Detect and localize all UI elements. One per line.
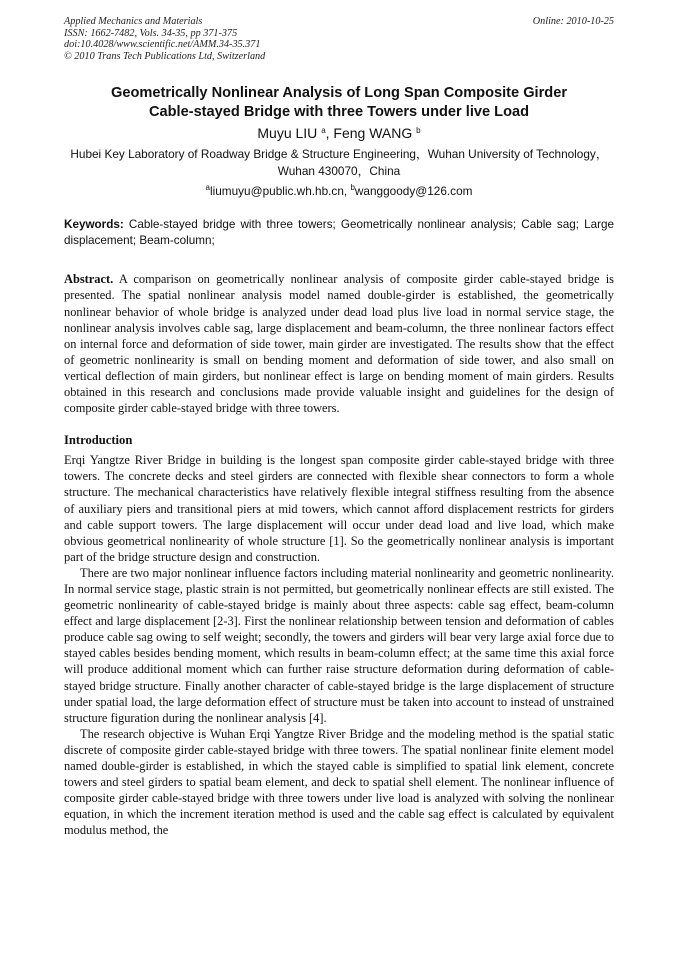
affiliation: Hubei Key Laboratory of Roadway Bridge & Structure Engineering，Wuhan University of Technology，Wuhan 430070，China bbox=[70, 147, 608, 178]
title-line-1: Geometrically Nonlinear Analysis of Long Span Composite Girder bbox=[110, 85, 567, 102]
intro-paragraph-1: Erqi Yangtze River Bridge in building is the longest span composite girder cable-stayed bridge with three towers. The concrete decks and steel girders are connected with flexible shear connectors to form a whole structure. The mechanical characteristics have relatively flexible integral stiffness resulting from the absence of auxiliary piers and transitional piers at mid towers, which cannot afford displacement restricts for girders and cable support towers. The large displacement will occur under dead load and live load, which make obvious geometrical nonlinearity of whole structure [1]. So the geometrically nonlinear analysis is important part of the bridge structure design and construction. bbox=[64, 453, 614, 564]
online-date: Online: 2010-10-25 bbox=[532, 16, 614, 27]
email-a-mark: a bbox=[205, 183, 210, 193]
issn-line: ISSN: 1662-7482, Vols. 34-35, pp 371-375 bbox=[64, 27, 238, 39]
author-2-affil-mark: b bbox=[416, 126, 421, 136]
abstract-text: A comparison on geometrically nonlinear analysis of composite girder cable-stayed bridge is presented. The spatial nonlinear analysis model named double-girder is established, the geometrically nonlinear behavior of whole bridge is analyzed under dead load plus live load in normal service stage, the nonlinear analysis involves cable sag, large displacement and beam-column, the three nonlinear factors effect on internal force and deformation of side tower, main girder are investigated. The results show that the effect of geometric nonlinearity is small on bending moment and deformation of side tower, and also small on vertical deflection of main girders, but nonlinear effect is large on bending moment of main girders. Results obtained in this research and conclusions made provide valuable insight and guidelines for the design of composite girder cable-stayed bridge with three towers. bbox=[64, 272, 614, 416]
email-a[interactable]: liumuyu@public.wh.hb.cn, bbox=[209, 184, 351, 199]
intro-paragraph-2: There are two major nonlinear influence factors including material nonlinearity and geometric nonlinearity. In normal service stage, plastic strain is not permitted, but geometrically nonlinear effects are still existed. The geometric nonlinearity of cable-stayed bridge is mainly about three aspects: cable sag effect, beam-column effect and large displacement [2-3]. First the nonlinear relationship between tension and deformation of cables produce cable sag owing to self weight; secondly, the towers and girders will bear very large axial force due to stayed cables besides bending moment, which results in beam-column effect; at the same time this axial force will produce additional moment which can further raise structure deformation during deformation of cable-stayed bridge structure. Finally another character of cable-stayed bridge is the large displacement of structure under spatial load, the large deformation effect of structure must be taken into account to instead of unstrained structure figuration during the nonlinear analysis [4]. bbox=[64, 565, 614, 725]
author-1: Muyu LIU bbox=[257, 125, 318, 142]
doi-line: doi:10.4028/www.scientific.net/AMM.34-35.371 bbox=[64, 39, 261, 51]
journal-name: Applied Mechanics and Materials bbox=[64, 16, 203, 27]
author-1-affil-mark: a bbox=[321, 126, 326, 136]
paper-title bbox=[64, 84, 614, 122]
keywords-block bbox=[64, 217, 614, 249]
authors-line bbox=[64, 123, 614, 143]
copyright-line: © 2010 Trans Tech Publications Ltd, Switzerland bbox=[64, 50, 266, 62]
introduction-heading: Introduction bbox=[64, 433, 133, 448]
author-2: , Feng WANG bbox=[325, 125, 413, 142]
abstract-label: Abstract. bbox=[64, 272, 114, 287]
title-line-2: Cable-stayed Bridge with three Towers under live Load bbox=[148, 104, 530, 121]
abstract-block bbox=[64, 271, 614, 416]
keywords-label: Keywords: bbox=[64, 218, 124, 232]
keywords-text: Cable-stayed bridge with three towers; Geometrically nonlinear analysis; Cable sag; Large displacement; Beam-column; bbox=[64, 218, 614, 248]
email-b-mark: b bbox=[350, 183, 355, 193]
intro-paragraph-3: The research objective is Wuhan Erqi Yangtze River Bridge and the modeling method is the spatial static discrete of composite girder cable-stayed bridge with three towers. The spatial nonlinear finite element model named double-girder is established, in which the stayed cable is simplified to spatial link element, concrete towers and steel girders to spatial beam element, and deck to spatial shell element. The nonlinear influence of composite girder cable-stayed bridge with three towers under live load is analyzed with solving the nonlinear equation, in which the increment iteration method is used and the cable sag effect is calculated by equivalent modulus method, the bbox=[64, 726, 614, 838]
author-emails bbox=[64, 183, 614, 199]
journal-header bbox=[64, 16, 614, 62]
email-b[interactable]: wanggoody@126.com bbox=[354, 184, 473, 199]
